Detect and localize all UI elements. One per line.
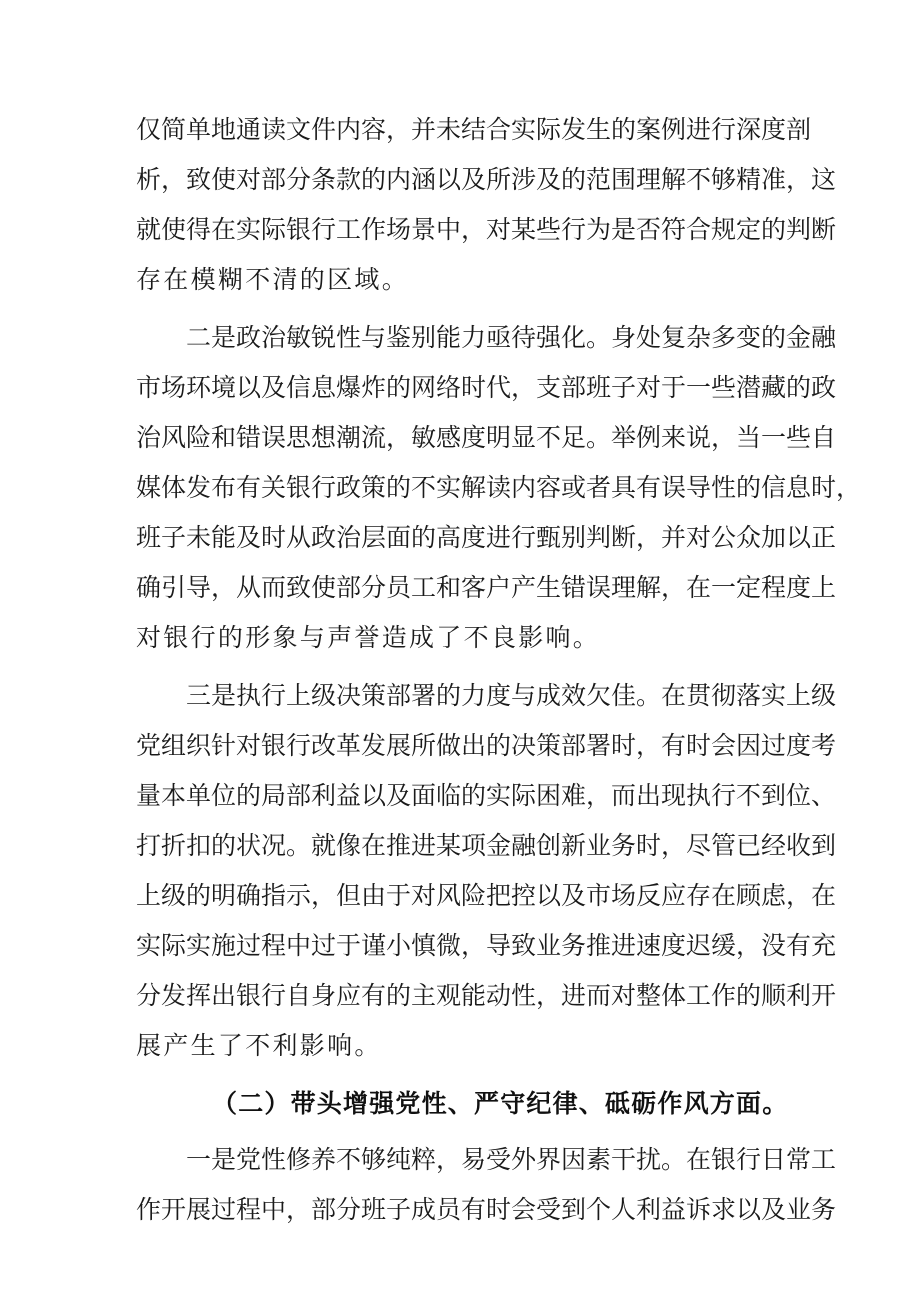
text-line: 量本单位的局部利益以及面临的实际困难，而出现执行不到位、 (136, 781, 837, 810)
text-line: 班子未能及时从政治层面的高度进行甄别判断，并对公众加以正 (136, 523, 837, 552)
text-line: 仅简单地通读文件内容，并未结合实际发生的案例进行深度剖 (136, 115, 812, 144)
text-line: 实际实施过程中过于谨小慎微，导致业务推进速度迟缓，没有充 (136, 931, 837, 960)
text-line: 一是党性修养不够纯粹，易受外界因素干扰。在银行日常工 (186, 1145, 837, 1174)
text-line: 析，致使对部分条款的内涵以及所涉及的范围理解不够精准，这 (136, 165, 837, 194)
text-line: 三是执行上级决策部署的力度与成效欠佳。在贯彻落实上级 (186, 681, 837, 710)
text-line: 打折扣的状况。就像在推进某项金融创新业务时，尽管已经收到 (136, 831, 837, 860)
text-line: 市场环境以及信息爆炸的网络时代，支部班子对于一些潜藏的政 (136, 373, 837, 402)
text-line: 治风险和错误思想潮流，敏感度明显不足。举例来说，当一些自 (136, 423, 837, 452)
text-line: 分发挥出银行自身应有的主观能动性，进而对整体工作的顺利开 (136, 981, 837, 1010)
section-heading: （二）带头增强党性、严守纪律、砥砺作风方面。 (212, 1089, 789, 1118)
text-line: 党组织针对银行改革发展所做出的决策部署时，有时会因过度考 (136, 731, 837, 760)
text-line: 媒体发布有关银行政策的不实解读内容或者具有误导性的信息时， (136, 473, 862, 502)
text-line: 存在模糊不清的区域。 (136, 265, 410, 294)
text-line: 作开展过程中，部分班子成员有时会受到个人利益诉求以及业务 (136, 1195, 837, 1224)
text-line: 二是政治敏锐性与鉴别能力亟待强化。身处复杂多变的金融 (186, 323, 837, 352)
text-line: 对银行的形象与声誉造成了不良影响。 (136, 623, 601, 652)
text-line: 展产生了不利影响。 (136, 1031, 382, 1060)
text-line: 上级的明确指示，但由于对风险把控以及市场反应存在顾虑，在 (136, 881, 837, 910)
text-line: 就使得在实际银行工作场景中，对某些行为是否符合规定的判断 (136, 215, 837, 244)
text-line: 确引导，从而致使部分员工和客户产生错误理解，在一定程度上 (136, 573, 837, 602)
